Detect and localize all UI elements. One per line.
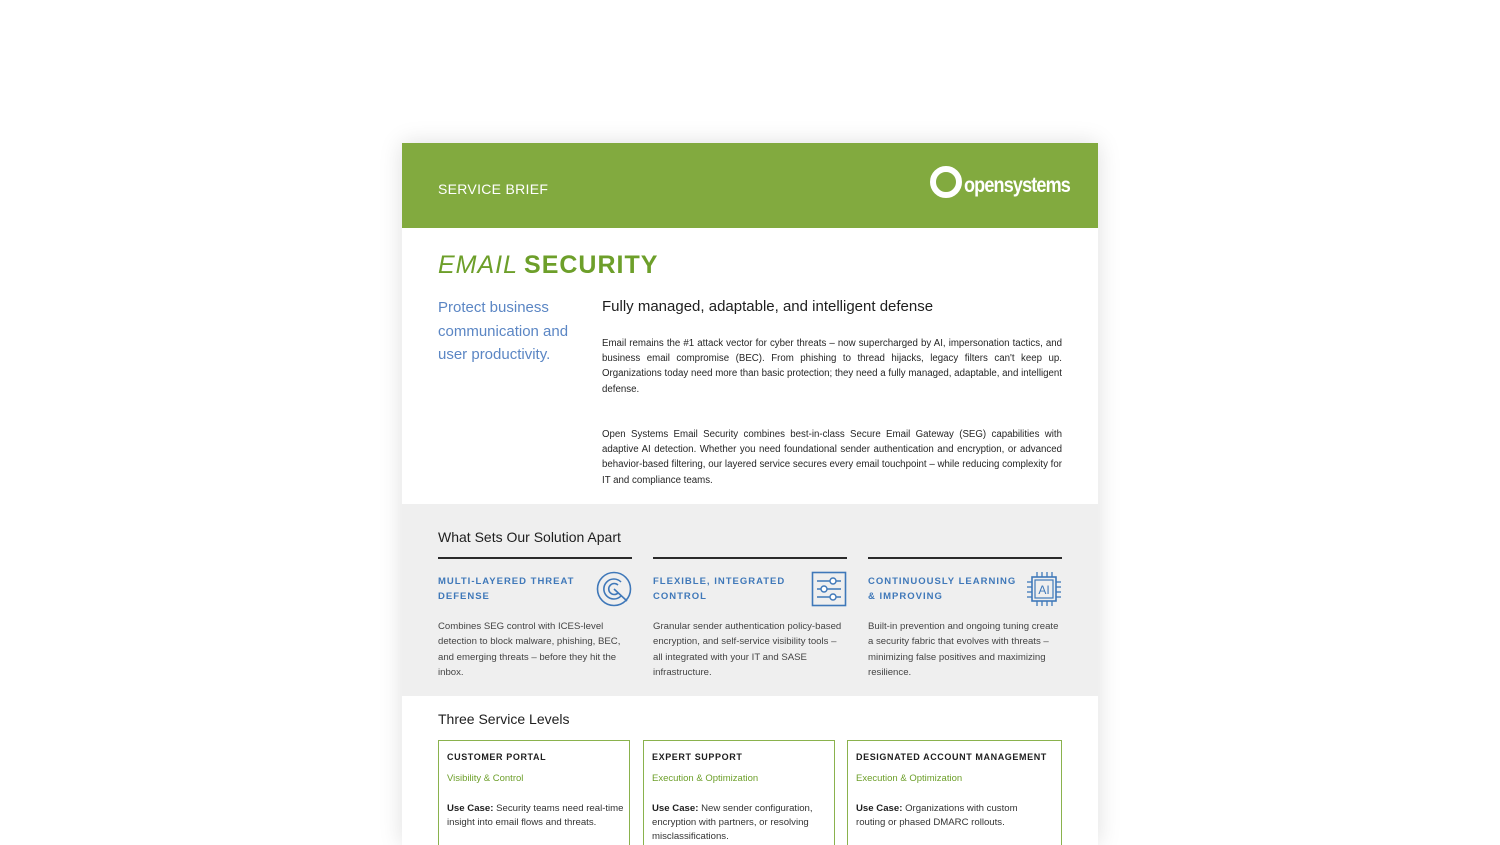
feature-description: Combines SEG control with ICES-level detection to block malware, phishing, BEC, and emerging threats – before they hit the inbox. (438, 621, 621, 678)
document-type-label: SERVICE BRIEF (438, 181, 549, 197)
feature-description: Granular sender authentication policy-based encryption, and self-service visibility tools – all integrated with your IT and SASE infrastructure. (653, 621, 842, 678)
service-level-heading: EXPERT SUPPORT (652, 752, 743, 762)
service-level-subtitle: Execution & Optimization (652, 773, 759, 784)
target-shield-icon (596, 571, 632, 607)
feature-heading: CONTINUOUSLY LEARNING & IMPROVING (868, 576, 1017, 602)
use-case-label: Use Case: (652, 803, 699, 814)
features-section (402, 504, 1098, 696)
feature-description: Built-in prevention and ongoing tuning create a security fabric that evolves with threats – minimizing false positives and maximizing resilience. (868, 621, 1059, 678)
ai-chip-icon (1026, 571, 1062, 607)
features-section-title: What Sets Our Solution Apart (438, 529, 621, 545)
feature-card (868, 557, 1062, 689)
feature-card (438, 557, 632, 689)
logo-wordmark: opensystems (964, 174, 1070, 197)
ai-chip-label: AI (1038, 583, 1050, 597)
page-title (438, 251, 658, 280)
service-level-use-case (447, 802, 625, 830)
intro-paragraph: Open Systems Email Security combines best-in-class Secure Email Gateway (SEG) capabilities with adaptive AI detection. Whether you need foundational sender authentication and encryption, or advanced behavior-based filtering, our layered service secures every email touchpoint – while reducing complexity for IT and compliance teams. (602, 429, 1062, 486)
service-level-heading: CUSTOMER PORTAL (447, 752, 547, 762)
service-level-card (438, 740, 630, 845)
header-banner (402, 143, 1098, 228)
sliders-icon (811, 571, 847, 607)
title-part-security: SECURITY (524, 251, 659, 279)
intro-paragraph: Email remains the #1 attack vector for cyber threats – now supercharged by AI, impersonation tactics, and business email compromise (BEC). From phishing to thread hijacks, legacy filters can't keep up. Organizations today need more than basic protection; they need a fully managed, adaptable, and intelligent defense. (602, 338, 1062, 395)
service-level-subtitle: Visibility & Control (447, 773, 524, 784)
tagline: Protect business communication and user productivity. (438, 299, 569, 363)
service-level-card (847, 740, 1062, 845)
title-part-email: EMAIL (438, 251, 519, 279)
feature-heading: FLEXIBLE, INTEGRATED CONTROL (653, 576, 786, 602)
service-level-use-case (652, 802, 830, 844)
service-level-use-case (856, 802, 1034, 830)
document-page (402, 143, 1098, 845)
feature-heading: MULTI-LAYERED THREAT DEFENSE (438, 576, 575, 602)
intro-subheading: Fully managed, adaptable, and intelligent defense (602, 298, 934, 315)
service-level-card (643, 740, 835, 845)
use-case-label: Use Case: (856, 803, 903, 814)
service-levels-title: Three Service Levels (438, 711, 570, 727)
service-level-subtitle: Execution & Optimization (856, 773, 963, 784)
use-case-text: Organizations with custom routing or phased DMARC rollouts. (856, 803, 1018, 828)
open-systems-logo (930, 165, 1070, 205)
feature-card (653, 557, 847, 689)
use-case-label: Use Case: (447, 803, 494, 814)
use-case-text: Security teams need real-time insight into email flows and threats. (447, 803, 624, 828)
use-case-text: New sender configuration, encryption with partners, or resolving misclassifications. (652, 803, 813, 842)
service-level-heading: DESIGNATED ACCOUNT MANAGEMENT (856, 752, 1047, 762)
